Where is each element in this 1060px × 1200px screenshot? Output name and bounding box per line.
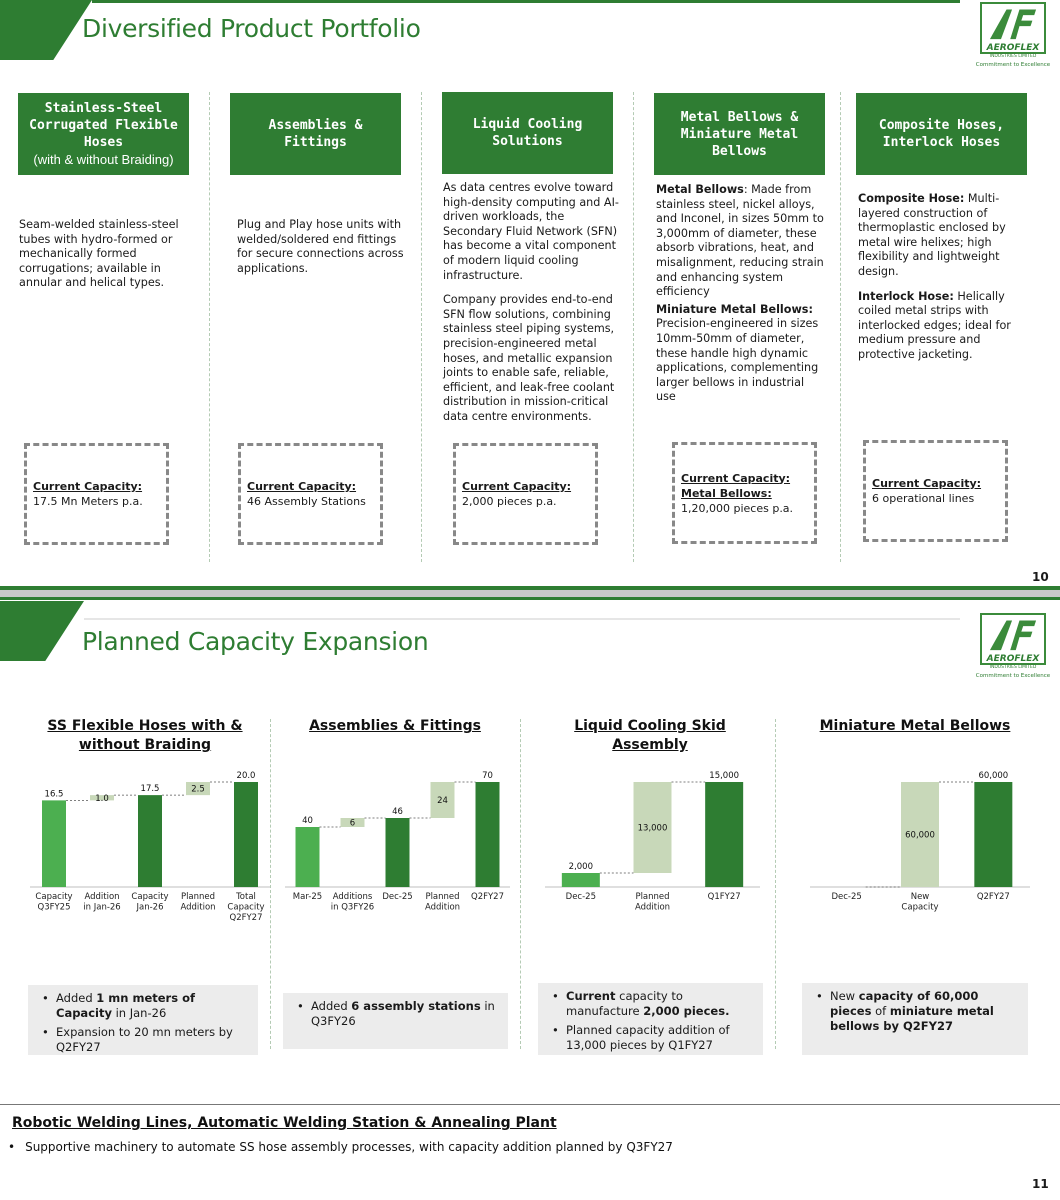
column-header-line: Liquid Cooling xyxy=(472,117,583,132)
logo-tagline: Commitment to Excellence xyxy=(975,673,1051,679)
page-title: Planned Capacity Expansion xyxy=(82,627,429,656)
chart-tick-label: Additions xyxy=(332,892,373,902)
column-header-ss-hoses xyxy=(18,93,189,175)
column-body-bold: Miniature Metal Bellows: xyxy=(656,302,813,316)
column-header-line: Metal Bellows & xyxy=(680,109,799,125)
capacity-box-metal-bellows xyxy=(672,442,817,544)
column-header-line: Hoses xyxy=(83,135,124,150)
capacity-label: Current Capacity: xyxy=(872,477,982,490)
capacity-label: Current Capacity: xyxy=(681,471,791,485)
chart-assemblies xyxy=(285,767,510,952)
column-body-text: Seam-welded stainless-steel tubes with hydro-formed or mechanically formed corrugations; available in annular and helical types. xyxy=(19,218,179,290)
note-item xyxy=(548,1023,753,1053)
column-header-line: Solutions xyxy=(492,134,563,149)
column-body-text: As data centres evolve toward high-density computing and AI-driven workloads, the Secondary Fluid Network (SFN) has become a vital component of modern liquid cooling infrastructure. xyxy=(443,181,619,282)
column-header-line: Bellows xyxy=(712,143,767,159)
chart-tick-label: Q3FY25 xyxy=(37,902,71,913)
note-item xyxy=(293,999,498,1029)
chart-title-assemblies: Assemblies & Fittings xyxy=(309,718,481,734)
capacity-value: 6 operational lines xyxy=(872,492,975,505)
chart-bar-capacity xyxy=(296,827,320,887)
note-text: in Q3FY26 xyxy=(311,999,495,1028)
chart-data-label: 2,000 xyxy=(568,862,594,872)
note-text: New xyxy=(830,989,859,1003)
note-bold: 6 assembly stations xyxy=(351,999,481,1013)
note-bold: 1 mn meters of Capacity xyxy=(56,991,195,1020)
capacity-box-liquid-cooling xyxy=(453,443,598,545)
column-header-metal-bellows xyxy=(654,93,825,175)
chart-bar-capacity xyxy=(476,782,500,887)
chart-title-liquid-cooling: Liquid Cooling Skid Assembly xyxy=(574,718,726,753)
chart-tick-label: Planned xyxy=(180,892,216,902)
chart-bar-capacity xyxy=(974,782,1012,887)
capacity-value: 2,000 pieces p.a. xyxy=(462,495,557,508)
chart-divider xyxy=(775,719,776,1049)
column-header-line: Assemblies & xyxy=(268,118,363,133)
chart-data-label: 60,000 xyxy=(978,771,1009,781)
capacity-value: 1,20,000 pieces p.a. xyxy=(681,501,794,515)
chart-tick-label: Addition xyxy=(424,902,461,913)
page-number: 10 xyxy=(1032,570,1049,584)
chart-data-label: 2.5 xyxy=(191,784,205,795)
column-body-liquid-cooling xyxy=(443,181,621,435)
slide-capacity-expansion xyxy=(0,597,1060,1200)
column-body-text: Precision-engineered in sizes 10mm-50mm of diameter, these handle high dynamic applications, complementing larger bellows in industrial use xyxy=(656,317,819,404)
chart-tick-label: Planned xyxy=(425,892,460,902)
column-body-text: Multi-layered construction of thermoplastic enclosed by metal wire helixes; high flexibility and lightweight design. xyxy=(858,192,1006,278)
column-body-text: Company provides end-to-end SFN flow solutions, combining stainless steel piping systems, precision-engineered metal hoses, and metallic expansion joints to enable safe, reliable, efficient, and leak-free coolant distribution in mission-critical data centre environments. xyxy=(443,293,615,423)
chart-bar-capacity xyxy=(562,873,600,887)
note-text: of xyxy=(871,1004,890,1018)
column-header-composite-hoses xyxy=(856,93,1027,175)
slide-product-portfolio xyxy=(0,0,1060,596)
column-header-line: Interlock Hoses xyxy=(882,135,1001,150)
capacity-label: Current Capacity: xyxy=(33,480,143,493)
chart-tick-label: New xyxy=(910,892,930,902)
note-bold: Current xyxy=(566,989,616,1003)
chart-tick-label: in Jan-26 xyxy=(83,902,121,913)
note-box-liquid-cooling xyxy=(538,983,763,1055)
note-text: Expansion to 20 mn meters by Q2FY27 xyxy=(56,1025,233,1054)
chart-data-label: 24 xyxy=(437,796,448,806)
chart-miniature-bellows xyxy=(810,767,1030,952)
column-header-line: Miniature Metal xyxy=(680,126,799,142)
note-bold: miniature metal bellows by Q2FY27 xyxy=(830,1004,994,1033)
top-rule xyxy=(0,597,1060,600)
column-header-assemblies xyxy=(230,93,401,175)
chart-data-label: 60,000 xyxy=(905,830,935,841)
logo-name: AEROFLEX xyxy=(986,43,1040,53)
chart-bar-capacity xyxy=(42,800,66,887)
column-body-text: Helically coiled metal strips with interlocked edges; ideal for medium pressure and protective jacketing. xyxy=(858,289,1011,361)
chart-title-miniature-bellows: Miniature Metal Bellows xyxy=(819,718,1011,734)
logo-name: AEROFLEX xyxy=(986,654,1040,664)
note-item xyxy=(812,989,1018,1034)
note-box-miniature-bellows xyxy=(802,983,1028,1055)
chart-bar-capacity xyxy=(386,818,410,887)
column-body-ss-hoses xyxy=(19,218,195,301)
capacity-value: 17.5 Mn Meters p.a. xyxy=(33,495,143,508)
note-text: Planned capacity addition of 13,000 pieces by Q1FY27 xyxy=(566,1023,730,1052)
capacity-box-ss-hoses xyxy=(24,443,169,545)
note-box-ss-hoses xyxy=(28,985,258,1055)
chart-tick-label: Q1FY27 xyxy=(707,892,741,902)
column-divider xyxy=(209,92,210,562)
chart-tick-label: Dec-25 xyxy=(565,892,597,902)
note-text: in Jan-26 xyxy=(111,1006,167,1020)
note-bold: 2,000 pieces. xyxy=(643,1004,730,1018)
section-rule xyxy=(0,1104,1060,1105)
chart-tick-label: Planned xyxy=(635,892,670,902)
note-item xyxy=(38,1025,248,1055)
column-header-line: Corrugated Flexible xyxy=(29,118,178,133)
column-body-text: : Made from stainless steel, nickel alloys, and Inconel, in sizes 50mm to 3,000mm of diameter, these absorb vibrations, heat, and misalignment, reducing strain and enhancing system efficiency xyxy=(656,183,824,299)
chart-tick-label: Q2FY27 xyxy=(976,892,1010,902)
chart-tick-label: Dec-25 xyxy=(831,892,862,902)
logo-subtitle: INDUSTRIES LIMITED xyxy=(989,665,1037,670)
chart-data-label: 6 xyxy=(349,818,356,829)
chart-tick-label: Addition xyxy=(180,902,216,913)
note-box-assemblies xyxy=(283,993,508,1049)
page-number: 11 xyxy=(1032,1177,1049,1191)
chart-tick-label: Capacity xyxy=(901,902,939,913)
chart-data-label: 1.0 xyxy=(95,793,109,804)
chart-tick-label: Q2FY27 xyxy=(229,913,263,923)
capacity-value: 46 Assembly Stations xyxy=(247,495,366,508)
column-body-composite-hoses xyxy=(858,192,1032,373)
footer-bullet: • Supportive machinery to automate SS hose assembly processes, with capacity addition planned by Q3FY27 xyxy=(8,1140,673,1154)
chart-tick-label: Jan-26 xyxy=(136,902,164,913)
logo-tagline: Commitment to Excellence xyxy=(975,62,1051,68)
column-header-line: Fittings xyxy=(284,135,347,150)
chart-divider xyxy=(270,719,271,1049)
chart-data-label: 16.5 xyxy=(44,789,64,800)
column-header-line: Composite Hoses, xyxy=(878,118,1005,133)
chart-liquid-cooling xyxy=(545,767,760,952)
chart-bar-capacity xyxy=(234,782,258,887)
note-text: Added xyxy=(56,991,97,1005)
column-divider xyxy=(633,92,634,562)
column-body-text: Plug and Play hose units with welded/soldered end fittings for secure connections across applications. xyxy=(237,218,404,275)
capacity-label: Metal Bellows: xyxy=(681,486,772,500)
chart-tick-label: Mar-25 xyxy=(292,892,323,902)
chart-tick-label: Capacity xyxy=(35,892,73,902)
chart-tick-label: Addition xyxy=(634,902,671,913)
chart-tick-label: Capacity xyxy=(131,892,169,902)
column-body-bold: Metal Bellows xyxy=(656,183,744,196)
page-title: Diversified Product Portfolio xyxy=(82,14,421,43)
company-logo xyxy=(974,613,1052,683)
column-header-line: Stainless-Steel xyxy=(44,101,163,116)
footer-title: Robotic Welding Lines, Automatic Welding Station & Annealing Plant xyxy=(12,1115,557,1131)
company-logo xyxy=(974,2,1052,72)
chart-title-ss-hoses: SS Flexible Hoses with & without Braiding xyxy=(47,718,243,753)
chart-data-label: 17.5 xyxy=(140,784,160,795)
slide-separator xyxy=(0,590,1060,597)
column-body-metal-bellows xyxy=(656,183,824,415)
chart-ss-hoses xyxy=(30,767,270,952)
chart-data-label: 70 xyxy=(482,771,493,781)
capacity-box-composite-hoses xyxy=(863,440,1008,542)
note-item xyxy=(38,991,248,1021)
chart-divider xyxy=(520,719,521,1049)
chart-bar-capacity xyxy=(705,782,743,887)
column-header-liquid-cooling xyxy=(442,92,613,174)
note-text: capacity to manufacture xyxy=(566,989,683,1018)
column-header-subtitle: (with & without Braiding) xyxy=(33,152,174,167)
column-divider xyxy=(421,92,422,562)
capacity-label: Current Capacity: xyxy=(462,480,572,493)
column-body-bold: Composite Hose: xyxy=(858,192,965,205)
chart-tick-label: Total xyxy=(236,892,256,902)
note-bold: capacity of 60,000 pieces xyxy=(830,989,979,1018)
chart-tick-label: Addition xyxy=(84,892,120,902)
logo-subtitle: INDUSTRIES LIMITED xyxy=(989,54,1037,59)
chart-tick-label: Dec-25 xyxy=(382,892,413,902)
note-text: Added xyxy=(311,999,352,1013)
chart-data-label: 46 xyxy=(392,807,403,817)
chart-data-label: 40 xyxy=(302,816,313,826)
column-divider xyxy=(840,92,841,562)
chart-data-label: 20.0 xyxy=(236,771,256,781)
chart-data-label: 13,000 xyxy=(637,823,668,834)
capacity-box-assemblies xyxy=(238,443,383,545)
column-body-assemblies xyxy=(237,218,407,286)
column-body-bold: Interlock Hose: xyxy=(858,289,954,303)
chart-tick-label: in Q3FY26 xyxy=(330,902,375,913)
chart-data-label: 15,000 xyxy=(709,771,740,781)
chart-tick-label: Q2FY27 xyxy=(471,892,504,902)
note-item xyxy=(548,989,753,1019)
capacity-label: Current Capacity: xyxy=(247,480,357,493)
chart-tick-label: Capacity xyxy=(227,902,265,913)
chart-bar-capacity xyxy=(138,795,162,887)
